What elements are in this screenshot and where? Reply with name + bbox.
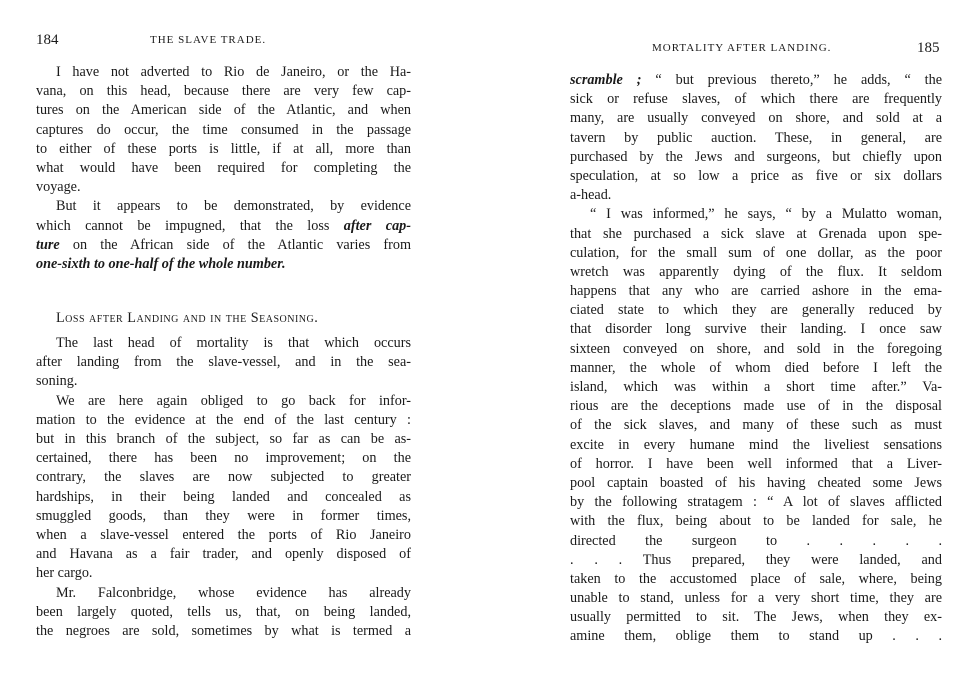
text-line: rious are the deceptions made use of in the disposal — [570, 398, 942, 415]
page-number: 185 — [917, 40, 940, 56]
paragraph — [36, 63, 411, 197]
text-line: culation, for the small sum of one dollar, as the poor — [570, 244, 942, 261]
text-line: tures on the American side of the Atlantic, and when — [36, 102, 411, 119]
text-line: directed the surgeon to . . . . . — [570, 532, 942, 549]
running-head: MORTALITY AFTER LANDING. — [652, 42, 832, 54]
emphasis: ture — [36, 236, 60, 253]
right-page — [490, 0, 980, 673]
text-line: I have not adverted to Rio de Janeiro, or the Ha- — [56, 64, 411, 80]
text-line: amine them, oblige them to stand up . . . — [570, 628, 942, 645]
text-line: been largely quoted, tells us, that, on being landed, — [36, 603, 411, 620]
left-body-text — [36, 63, 411, 641]
text-line: by the following stratagem : “ A lot of slaves afflicted — [570, 494, 942, 511]
text-line: hardships, in their being landed and concealed as — [36, 488, 411, 505]
text-line: but in this branch of the subject, so far as can be as- — [36, 431, 411, 447]
text-run: “ but previous thereto,” he adds, “ the — [641, 72, 943, 88]
text-line: after landing from the slave-vessel, and in the sea- — [36, 354, 411, 371]
text-line: what would have been required for completing the — [36, 159, 411, 176]
emphasis: scramble ; — [570, 72, 642, 88]
text-line: We are here again obliged to go back for infor- — [56, 392, 411, 409]
text-line: . . . Thus prepared, they were landed, and — [570, 551, 942, 568]
text-line — [36, 255, 411, 274]
text-line — [36, 236, 411, 255]
text-line: The last head of mortality is that which occurs — [56, 335, 411, 352]
text-line: “ I was informed,” he says, “ by a Mulatto woman, — [590, 206, 942, 223]
paragraph — [36, 392, 411, 584]
text-line: ciated state to which they are generally reduced by — [570, 302, 942, 319]
text-line: unable to stand, unless for a very short time, they are — [570, 590, 942, 607]
text-line: island, which was within a short time after.” Va- — [570, 379, 942, 395]
text-line: mation to the evidence at the end of the last century : — [36, 411, 411, 428]
paragraph — [570, 205, 942, 646]
text-line: Mr. Falconbridge, whose evidence has already — [56, 584, 411, 601]
text-line: certained, there has been no improvement; on the — [36, 450, 411, 467]
text-line: smuggled goods, than they were in former times, — [36, 507, 411, 524]
page-number: 184 — [36, 32, 59, 48]
text-line: when a slave-vessel entered the ports of Rio Janeiro — [36, 526, 411, 543]
text-line: a-head. — [570, 187, 612, 204]
text-line: speculation, at so low a price as five or six dollars — [570, 167, 942, 184]
text-line: happens that any who are carried ashore in the ema- — [570, 283, 942, 300]
text-line: with the flux, being about to be landed for sale, he — [570, 513, 942, 530]
text-line: of horror. I have been well informed that a Liver- — [570, 455, 942, 472]
section-heading: Loss after Landing and in the Seasoning. — [56, 310, 319, 327]
text-run: on the African side of the Atlantic varies from — [59, 236, 411, 253]
text-line: tavern by public auction. These, in general, are — [570, 129, 942, 146]
text-line: that disorder long survive their landing. I once saw — [570, 321, 942, 338]
text-line: manner, the whole of whom died before I left the — [570, 359, 942, 376]
text-line — [570, 71, 942, 90]
text-line: to either of these ports is little, if at all, more than — [36, 140, 411, 157]
text-line — [36, 217, 411, 236]
text-line: of the sick slaves, and many of these such as must — [570, 417, 942, 434]
text-line: taken to the accustomed place of sale, where, being — [570, 570, 942, 587]
emphasis: after cap- — [343, 217, 411, 234]
right-body-text — [570, 71, 942, 647]
text-line: pool captain boasted of his having cheated some Jews — [570, 474, 942, 491]
text-line: But it appears to be demonstrated, by evidence — [56, 198, 411, 215]
text-line: her cargo. — [36, 565, 93, 582]
text-line: sick or refuse slaves, of which there are frequently — [570, 91, 942, 108]
paragraph — [36, 334, 411, 392]
text-line: contrary, the slaves are now subjected to greater — [36, 469, 411, 486]
text-run: which cannot be impugned, that the loss — [36, 217, 344, 234]
text-line: and Havana as a fair trader, and openly disposed of — [36, 546, 411, 563]
text-line: vana, on this head, because there are very few cap- — [36, 83, 411, 100]
text-line: soning. — [36, 373, 78, 390]
text-line: sixteen conveyed on shore, and sold in the foregoing — [570, 340, 942, 357]
paragraph — [36, 197, 411, 274]
paragraph — [36, 584, 411, 642]
paragraph — [570, 71, 942, 205]
spacer — [36, 274, 411, 309]
text-line: that she purchased a sick slave at Grenada upon spe- — [570, 225, 942, 242]
text-line: captures do occur, the time consumed in the passage — [36, 121, 411, 138]
text-line: voyage. — [36, 179, 81, 196]
text-line: usually permitted to sit. The Jews, when they ex- — [570, 609, 942, 626]
running-head: THE SLAVE TRADE. — [150, 34, 267, 46]
text-line: the negroes are sold, sometimes by what is termed a — [36, 622, 411, 639]
text-line: excite in every humane mind the liveliest sensations — [570, 436, 942, 453]
text-line: many, are usually conveyed on shore, and sold at a — [570, 110, 942, 127]
emphasis: one-sixth to one-half of the whole number. — [36, 255, 286, 272]
text-line: wretch was apparently dying of the flux. It seldom — [570, 263, 942, 280]
text-line: purchased by the Jews and surgeons, but chiefly upon — [570, 148, 942, 165]
